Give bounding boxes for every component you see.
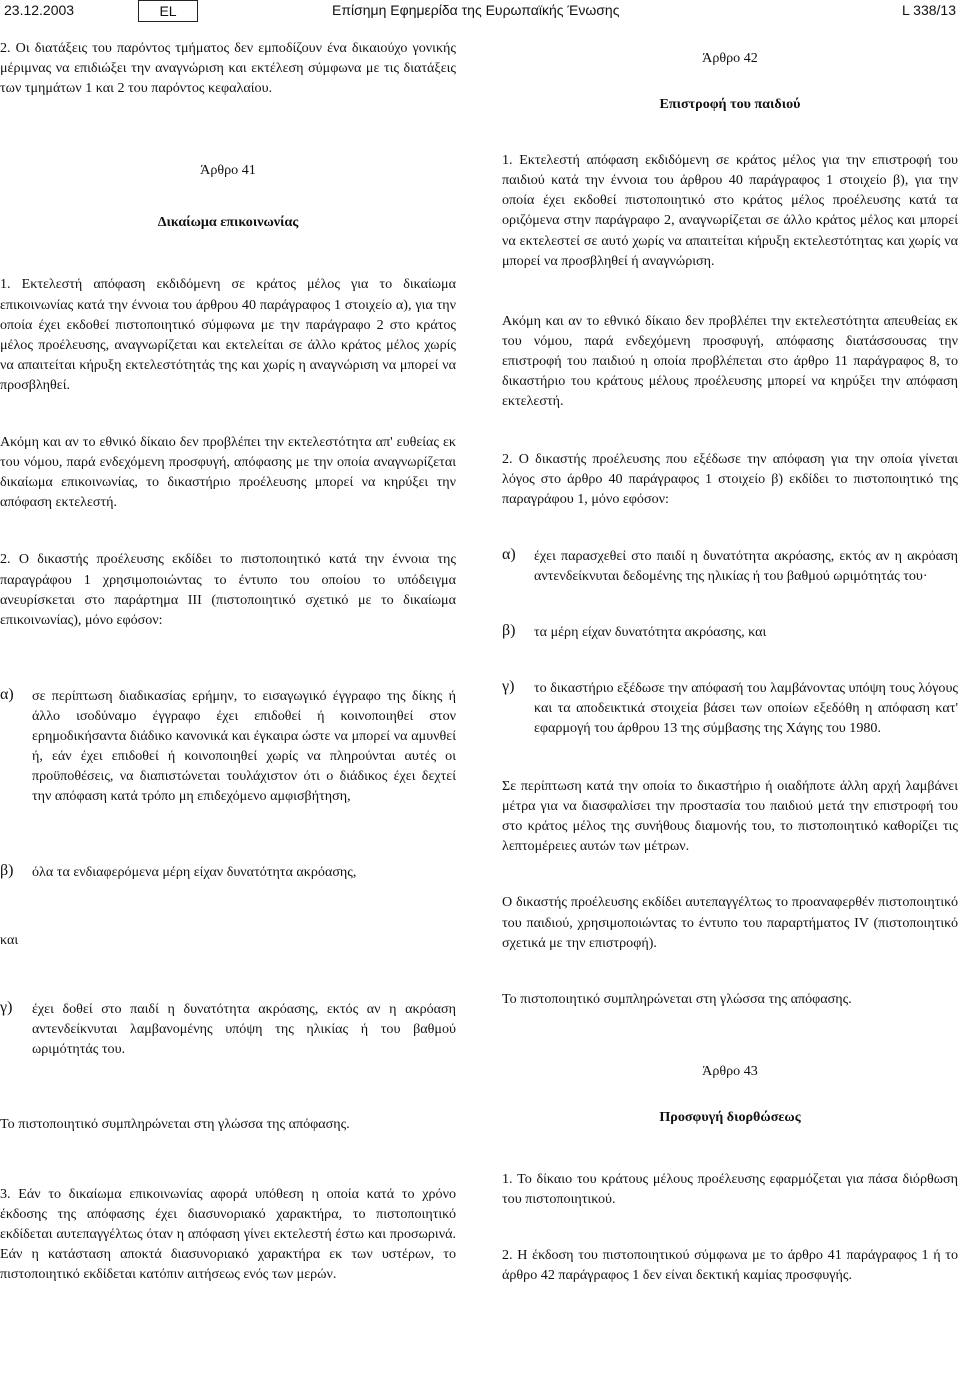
list-item-text: τα μέρη είχαν δυνατότητα ακρόασης, και	[534, 623, 767, 640]
paragraph: 1. Εκτελεστή απόφαση εκδιδόμενη σε κράτος μέλος για την επιστροφή του παιδιού κατά την έννοια του άρθρου 40 παράγραφος 1 στοιχείο β), για την οποία έχει εκδοθεί πιστοποιητικό στο κράτος μέλος προέλευσης κατά τα οριζόμενα στην παράγραφο 2, αναγνωρίζεται σε άλλο κράτος μέλος και μπορεί να εκτελεστεί σε αυτό χωρίς να απαιτείται κήρυξη εκτελεστότητας και χωρίς να μπορεί να προσβληθεί ή αναγνώριση.	[502, 152, 958, 269]
list-item-label: β)	[0, 862, 14, 880]
paragraph: Ακόμη και αν το εθνικό δίκαιο δεν προβλέπει την εκτελεστότητα απευθείας εκ του νόμου, παρά ενδεχόμενη προσφυγή, απόφασης διατάσσουσας την επιστροφή του παιδιού η οποία προβλέπεται στο άρθρο 11 παράγραφος 8, το δικαστήριο του κράτους μέλους προέλευσης μπορεί να κηρύξει την απόφαση εκτελεστή.	[502, 312, 958, 410]
list-item-label: α)	[502, 545, 516, 563]
list-item	[0, 999, 456, 1059]
list-item-text: έχει δοθεί στο παιδί η δυνατότητα ακρόασης, εκτός αν η ακρόαση αντενδείκνυται λαμβανομένης υπόψη της ηλικίας ή του βαθμού ωριμότητάς του.	[32, 1000, 456, 1057]
list-item	[0, 686, 456, 807]
list-item-label: β)	[502, 621, 516, 639]
list-item-text: σε περίπτωση διαδικασίας ερήμην, το εισαγωγικό έγγραφο της δίκης ή άλλο ισοδύναμο έγγραφο έχει επιδοθεί ή κοινοποιηθεί στον ερημοδικήσαντα διάδικο κανονικά και έγκαιρα ώστε να μπορεί να αμυνθεί ή, εάν έχει επιδοθεί ή κοινοποιηθεί χωρίς να πληρούνται αυτές οι προϋποθέσεις, να διαπιστώνεται τουλάχιστον ότι ο διάδικος έχει δεχτεί την απόφαση κατά τρόπο μη επιδεχόμενο αμφισβήτηση,	[32, 687, 456, 805]
article-number: Άρθρο 41	[200, 162, 256, 179]
journal-title: Επίσημη Εφημερίδα της Ευρωπαϊκής Ένωσης	[332, 2, 620, 18]
article-heading: Δικαίωμα επικοινωνίας	[157, 214, 299, 231]
paragraph: 2. Ο δικαστής προέλευσης εκδίδει το πιστοποιητικό κατά την έννοια της παραγράφου 1 χρησιμοποιώντας το έντυπο του οποίου το υπόδειγμα ανευρίσκεται στο παράρτημα III (πιστοποιητικό σχετικό με το δικαίωμα επικοινωνίας), μόνο εφόσον:	[0, 551, 456, 628]
page-reference: L 338/13	[902, 2, 956, 18]
article-heading: Επιστροφή του παιδιού	[659, 96, 801, 113]
paragraph: Σε περίπτωση κατά την οποία το δικαστήριο ή οιαδήποτε άλλη αρχή λαμβάνει μέτρα για να διασφαλίσει την προστασία του παιδιού μετά την επιστροφή του στο κράτος μέλος της συνήθους διαμονής του, το πιστοποιητικό καθορίζει τις λεπτομέρειες αυτών των μέτρων.	[502, 778, 958, 855]
conjunction: και	[0, 932, 19, 949]
language-badge: EL	[138, 0, 198, 22]
paragraph: 2. Οι διατάξεις του παρόντος τμήματος δεν εμποδίζουν ένα δικαιούχο γονικής μέριμνας να επιδιώξει την αναγνώριση και εκτέλεση σύμφωνα με τις διατάξεις των τμημάτων 1 και 2 του παρόντος κεφαλαίου.	[0, 40, 456, 97]
language-note: Το πιστοποιητικό συμπληρώνεται στη γλώσσα της απόφασης.	[502, 990, 852, 1007]
left-column	[0, 38, 456, 1284]
article-heading: Προσφυγή διορθώσεως	[659, 1108, 801, 1125]
paragraph: 1. Εκτελεστή απόφαση εκδιδόμενη σε κράτος μέλος για το δικαίωμα επικοινωνίας κατά την έννοια του άρθρου 40 παράγραφος 1 στοιχείο α), για την οποία έχει εκδοθεί πιστοποιητικό σύμφωνα με την παράγραφο 2 στο κράτος μέλος προέλευσης, αναγνωρίζεται και εκτελείται σε άλλο κράτος μέλος χωρίς να απαιτείται κήρυξη εκτελεστότητάς της και χωρίς η αναγνώριση να μπορεί να προσβληθεί.	[0, 276, 456, 393]
list-item-text: έχει παρασχεθεί στο παιδί η δυνατότητα ακρόασης, εκτός αν η ακρόαση αντενδείκνυται δεδομένης της ηλικίας ή του βαθμού ωριμότητάς του·	[534, 547, 958, 584]
list-item	[0, 862, 456, 882]
page-header	[0, 0, 960, 24]
list-item-text: το δικαστήριο εξέδωσε την απόφασή του λαμβάνοντας υπόψη τους λόγους και τα αποδεικτικά στοιχεία βάσει των οποίων εξεδόθη η απόφαση κατ' εφαρμογή του άρθρου 13 της σύμβασης της Χάγης του 1980.	[534, 679, 958, 736]
publication-date: 23.12.2003	[4, 2, 75, 18]
list-item-label: γ)	[502, 677, 515, 695]
paragraph: 2. Η έκδοση του πιστοποιητικού σύμφωνα με το άρθρο 41 παράγραφος 1 ή το άρθρο 42 παράγραφος 1 δεν είναι δεκτική καμίας προσφυγής.	[502, 1247, 958, 1284]
right-column	[502, 38, 958, 1285]
paragraph: Ακόμη και αν το εθνικό δίκαιο δεν προβλέπει την εκτελεστότητα απ' ευθείας εκ του νόμου, παρά ενδεχόμενη προσφυγή, απόφασης με την οποία αναγνωρίζεται δικαίωμα επικοινωνίας, το δικαστήριο προέλευσης μπορεί να κηρύξει την απόφαση εκτελεστή.	[0, 434, 456, 511]
paragraph: Ο δικαστής προέλευσης εκδίδει αυτεπαγγέλτως το προαναφερθέν πιστοποιητικό του παιδιού, χρησιμοποιώντας το έντυπο του παραρτήματος IV (πιστοποιητικό σχετικά με την επιστροφή).	[502, 894, 958, 951]
article-number: Άρθρο 43	[702, 1062, 758, 1079]
paragraph: 2. Ο δικαστής προέλευσης που εξέδωσε την απόφαση για την οποία γίνεται λόγος στο άρθρο 40 παράγραφος 1 στοιχείο β) εκδίδει το πιστοποιητικό της παραγράφου 1, μόνο εφόσον:	[502, 451, 958, 508]
list-item-label: γ)	[0, 998, 13, 1016]
list-item	[502, 546, 958, 586]
list-item	[502, 622, 958, 642]
paragraph: 1. Το δίκαιο του κράτους μέλους προέλευσης εφαρμόζεται για πάσα διόρθωση του πιστοποιητικού.	[502, 1171, 958, 1208]
language-note: Το πιστοποιητικό συμπληρώνεται στη γλώσσα της απόφασης.	[0, 1115, 350, 1132]
article-number: Άρθρο 42	[702, 50, 758, 66]
list-item-label: α)	[0, 685, 14, 703]
list-item	[502, 678, 958, 738]
paragraph: 3. Εάν το δικαίωμα επικοινωνίας αφορά υπόθεση η οποία κατά το χρόνο έκδοσης της απόφασης έχει διασυνοριακό χαρακτήρα, το πιστοποιητικό εκδίδεται αυτεπαγγέλτως όταν η απόφαση γίνει εκτελεστή έστω και προσωρινά. Εάν η κατάσταση αποκτά διασυνοριακό χαρακτήρα εκ των υστέρων, το πιστοποιητικό εκδίδεται κατόπιν αιτήσεως ενός των μερών.	[0, 1185, 456, 1283]
list-item-text: όλα τα ενδιαφερόμενα μέρη είχαν δυνατότητα ακρόασης,	[32, 864, 357, 881]
